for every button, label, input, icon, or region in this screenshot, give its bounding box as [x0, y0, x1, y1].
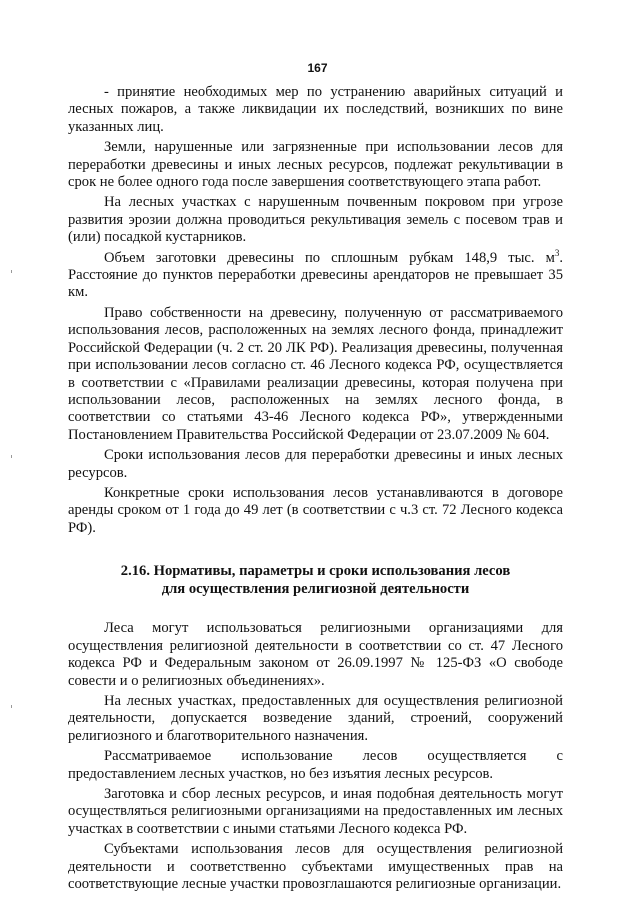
paragraph: Сроки использования лесов для переработки древесины и иных лесных ресурсов.: [68, 447, 563, 481]
volume-paragraph: [68, 247, 563, 302]
scan-artifact: [11, 455, 12, 458]
paragraph: Леса могут использоваться религиозными организациями для осуществления религиозной деятельности в соответствии со ст. 47 Лесного кодекса РФ и Федеральным законом от 26.09.1997 № 125-ФЗ «О свободе совести и о религиозных объединениях».: [68, 620, 563, 689]
volume-superscript: 3: [554, 247, 560, 258]
scan-artifact: [11, 270, 12, 273]
scan-artifact: [11, 705, 12, 708]
paragraph: На лесных участках, предоставленных для осуществления религиозной деятельности, допускается возведение зданий, строений, сооружений религиозного и благотворительного назначения.: [68, 692, 563, 744]
paragraph: Рассматриваемое использование лесов осуществляется с предоставлением лесных участков, но без изъятия лесных ресурсов.: [68, 748, 563, 782]
paragraph: Субъектами использования лесов для осуществления религиозной деятельности и соответственно субъектами имущественных прав на соответствующие лесные участки провозглашаются религиозные организации.: [68, 841, 563, 893]
volume-text-before: Объем заготовки древесины по сплошным рубкам 148,9 тыс. м: [104, 249, 555, 266]
document-body: [68, 84, 563, 896]
paragraph: На лесных участках с нарушенным почвенным покровом при угрозе развития эрозии должна проводиться рекультивация земель с посевом трав и (или) посадкой кустарников.: [68, 194, 563, 246]
section-heading: [68, 563, 563, 598]
section-heading-line1: 2.16. Нормативы, параметры и сроки использования лесов: [120, 563, 511, 580]
paragraph: - принятие необходимых мер по устранению аварийных ситуаций и лесных пожаров, а также ликвидации их последствий, возникших по вине указанных лиц.: [68, 84, 563, 135]
page-number: 167: [307, 61, 328, 75]
section-heading-line2: для осуществления религиозной деятельности: [161, 580, 470, 597]
paragraph: Право собственности на древесину, полученную от рассматриваемого использования лесов, расположенных на землях лесного фонда, принадлежит Российской Федерации (ч. 2 ст. 20 ЛК РФ). Реализация древесины, полученная при использовании лесов согласно ст. 46 Лесного кодекса РФ, осуществляется в соответствии с «Правилами реализации древесины, которая получена при использовании лесов, расположенных на землях лесного фонда, в соответствии со статьями 43-46 Лесного кодекса РФ», утвержденными Постановлением Правительства Российской Федерации от 23.07.2009 № 604.: [68, 304, 563, 443]
volume-text-after: . Расстояние до пунктов переработки древесины арендаторов не превышает 35 км.: [68, 249, 563, 301]
paragraph: Земли, нарушенные или загрязненные при использовании лесов для переработки древесины и иных лесных ресурсов, подлежат рекультивации в срок не более одного года после завершения соответствующего этапа работ.: [68, 139, 563, 191]
paragraph: Конкретные сроки использования лесов устанавливаются в договоре аренды сроком от 1 года до 49 лет (в соответствии с ч.3 ст. 72 Лесного кодекса РФ).: [68, 484, 563, 536]
paragraph: Заготовка и сбор лесных ресурсов, и иная подобная деятельность могут осуществляться религиозными организациями на предоставленных им лесных участках в соответствии с иными статьями Лесного кодекса РФ.: [68, 786, 563, 837]
